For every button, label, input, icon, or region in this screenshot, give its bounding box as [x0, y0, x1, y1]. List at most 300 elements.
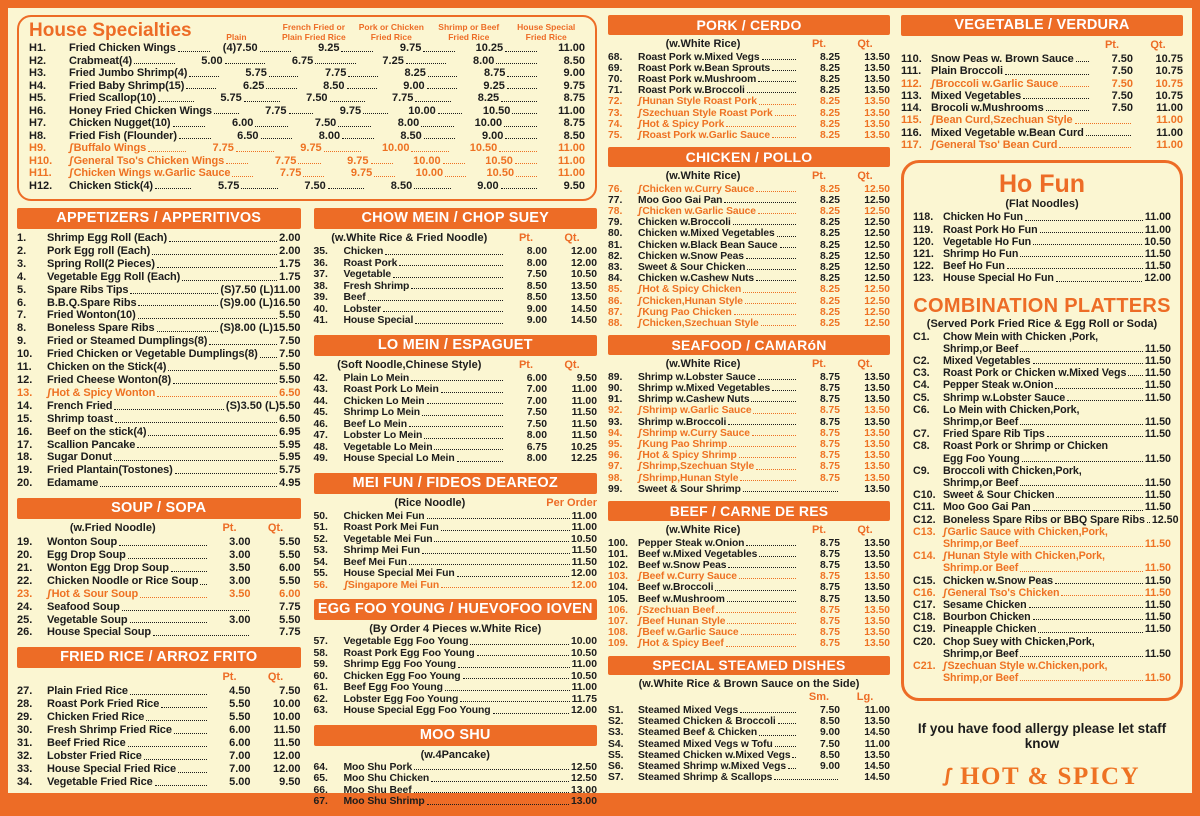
house-price-column-header	[198, 33, 275, 43]
menu-item	[608, 582, 890, 593]
item-price-quart: 13.50	[864, 450, 890, 462]
item-name: ʃKung Pao Shrimp	[637, 438, 728, 451]
item-price: 1.75	[279, 270, 301, 283]
allergy-note: If you have food allergy please let staff know	[917, 721, 1167, 752]
item-name: Chicken w.Snow Peas	[943, 574, 1053, 587]
item-price: 12.00	[570, 705, 597, 716]
section-title: PORK / CERDO	[608, 15, 890, 35]
item-price: 11.50	[1144, 586, 1171, 599]
dotted-leader	[1005, 74, 1089, 75]
item-price-quart: 10.75	[1155, 65, 1183, 78]
item-price: 5.95	[279, 438, 301, 451]
item-number: 120.	[913, 235, 934, 248]
item-number: 24.	[17, 600, 33, 613]
item-price-pint: 8.00	[526, 246, 547, 257]
item-price-quart: 13.50	[864, 638, 890, 650]
dotted-leader	[200, 584, 206, 585]
dotted-leader	[431, 781, 569, 782]
hot-spicy-icon: ʃ	[942, 659, 948, 673]
item-price-quart: 12.00	[570, 257, 597, 269]
menu-item	[608, 296, 890, 307]
item-number: 77.	[608, 194, 623, 206]
item-price: 8.50	[323, 79, 345, 92]
item-name: Chicken Egg Foo Young	[343, 670, 461, 682]
dotted-leader	[1020, 485, 1143, 486]
dotted-leader	[114, 409, 223, 410]
dotted-leader	[226, 163, 248, 164]
dotted-leader	[406, 63, 447, 64]
menu-item	[913, 489, 1171, 501]
item-price: 9.50	[563, 179, 586, 192]
item-price-pint: 8.75	[819, 571, 840, 583]
dotted-leader	[428, 76, 458, 77]
item-number: 88.	[608, 318, 623, 330]
item-name: ʃSzechuan Style Roast Pork	[637, 107, 773, 119]
item-number: 20.	[17, 549, 33, 562]
item-name: ʃChicken,Hunan Style	[637, 295, 743, 307]
menu-item-row	[29, 180, 585, 193]
section-moo-shu	[314, 725, 598, 808]
dotted-leader	[261, 138, 293, 139]
dotted-leader	[733, 224, 796, 225]
menu-item-row	[314, 534, 598, 546]
menu-item	[913, 224, 1171, 236]
menu-item	[17, 361, 301, 374]
dotted-leader	[1147, 522, 1150, 523]
item-price-pint: 3.00	[229, 613, 251, 626]
item-price: 10.50	[1144, 235, 1171, 248]
item-name: ʃGarlic Sauce with Chicken,Pork,	[942, 525, 1108, 539]
item-price: 11.50	[1144, 477, 1171, 490]
item-price: 5.75	[245, 67, 267, 79]
item-price-pint: 8.75	[819, 615, 840, 627]
item-name: Shrimp w.Lobster Sauce	[943, 391, 1066, 404]
section-seafood	[608, 335, 890, 495]
menu-item	[901, 65, 1183, 77]
item-price: 10.00	[413, 154, 441, 167]
item-name: Beef Ho Fun	[943, 260, 1005, 273]
menu-item-row	[314, 396, 598, 408]
menu-item-row	[608, 251, 890, 262]
item-price-pint: 8.75	[819, 438, 840, 450]
item-number: S6.	[608, 761, 624, 773]
item-price: 11.50	[571, 556, 597, 568]
menu-item-row	[314, 258, 598, 270]
menu-item	[314, 373, 598, 385]
menu-item	[608, 108, 890, 119]
item-price-pint: 8.75	[819, 461, 840, 473]
ho-fun-combination-box	[901, 160, 1183, 701]
item-number: 43.	[313, 384, 328, 395]
item-price-quart: 10.75	[1155, 77, 1183, 90]
item-price-pint: 3.00	[229, 549, 251, 562]
menu-item	[17, 348, 301, 361]
menu-item-row	[608, 372, 890, 383]
item-price-pint: 8.75	[819, 405, 840, 417]
item-number: S4.	[608, 738, 624, 750]
hot-spicy-icon: ʃ	[637, 118, 643, 130]
menu-item-row	[913, 562, 1171, 574]
item-number: 99.	[608, 483, 623, 495]
item-price: 11.50	[1144, 391, 1171, 404]
menu-item-row	[913, 367, 1171, 379]
dotted-leader	[414, 188, 450, 189]
item-price: 2.00	[279, 244, 301, 257]
item-number: 118.	[913, 211, 934, 224]
item-name: Pineapple Chicken	[943, 623, 1037, 636]
item-price-quart: 11.00	[864, 705, 890, 717]
menu-item-row	[913, 611, 1171, 623]
dotted-leader	[134, 63, 175, 64]
menu-item-row	[314, 659, 598, 671]
item-number: C4.	[913, 379, 930, 392]
menu-item	[314, 785, 598, 797]
dotted-leader	[130, 694, 207, 695]
menu-item	[314, 557, 598, 569]
item-name: House Special Egg Foo Young	[343, 705, 491, 716]
section-vegetable	[901, 15, 1183, 151]
dotted-leader	[515, 163, 537, 164]
menu-item	[608, 638, 890, 649]
menu-item-row	[314, 682, 598, 694]
item-name: ʃRoast Pork w.Garlic Sauce	[637, 129, 770, 142]
item-name: Shrimp.or Beef	[943, 562, 1019, 575]
item-price: 10.50	[485, 154, 513, 167]
menu-item	[608, 240, 890, 251]
item-number: 57.	[313, 636, 328, 647]
menu-item-row	[913, 538, 1171, 550]
menu-item-row	[608, 605, 890, 616]
menu-item	[17, 562, 301, 575]
dotted-leader	[1067, 400, 1143, 401]
item-price-quart: 12.00	[272, 749, 301, 762]
dotted-leader	[148, 435, 277, 436]
item-name: Mixed Vegetables	[943, 355, 1031, 367]
dotted-leader	[189, 76, 219, 77]
item-name: Chicken w.Broccoli	[638, 217, 731, 229]
menu-item-row	[17, 601, 301, 614]
item-name: Boneless Spare Ribs or BBQ Spare Ribs	[943, 513, 1145, 526]
section-lo-mein	[314, 335, 598, 465]
item-price: 5.95	[279, 451, 301, 464]
item-price-pint: 8.25	[819, 118, 840, 130]
item-number: 115.	[901, 114, 922, 127]
item-price: 11.00	[558, 142, 586, 154]
item-name: Chicken Noodle or Rice Soup	[47, 574, 199, 587]
menu-item-row	[29, 67, 585, 80]
item-name: Beef Fried Rice	[47, 737, 126, 749]
menu-item-row	[17, 387, 301, 400]
menu-item	[314, 636, 598, 648]
dotted-leader	[157, 267, 277, 268]
dotted-leader	[1020, 546, 1143, 547]
pint-label: Pt.	[811, 523, 827, 536]
dotted-leader	[724, 202, 796, 203]
item-price-quart: 13.50	[864, 593, 890, 605]
item-name: Shrimp,or Beef	[943, 672, 1019, 685]
section-title: SPECIAL STEAMED DISHES	[608, 656, 890, 676]
item-number: 28.	[17, 698, 33, 711]
menu-item	[314, 269, 598, 281]
item-number: 79.	[608, 217, 623, 229]
item-name: Shrimp Egg Foo Young	[343, 659, 456, 670]
price-column-labels	[608, 524, 890, 536]
item-number: 54.	[313, 556, 328, 568]
item-price: 11.50	[571, 545, 597, 556]
menu-item	[608, 273, 890, 284]
item-number: C6.	[913, 403, 930, 416]
header-line-2: Fried Rice	[448, 31, 490, 42]
quart-label: Lg.	[856, 691, 874, 704]
hot-spicy-icon: ʃ	[637, 96, 643, 108]
menu-item	[608, 484, 890, 495]
menu-item-row	[608, 296, 890, 307]
item-name: Fresh Shrimp Fried Rice	[47, 724, 172, 737]
item-number: 55.	[313, 568, 328, 579]
section-title: MOO SHU	[314, 725, 598, 746]
item-price: 5.00	[201, 54, 223, 67]
item-price-pint: 8.25	[819, 295, 840, 307]
item-price-quart: 9.50	[576, 372, 597, 384]
dotted-leader	[1047, 436, 1143, 437]
item-price: 4.95	[279, 477, 301, 490]
menu-item-row	[17, 361, 301, 374]
item-number: C18.	[913, 611, 936, 624]
item-number: 32.	[17, 749, 33, 762]
item-price: 10.00	[381, 142, 410, 154]
menu-item	[314, 545, 598, 557]
item-price: 10.50	[486, 167, 515, 179]
vegetable-section-holder	[901, 15, 1183, 151]
dotted-leader	[772, 70, 796, 71]
item-price: 11.50	[1144, 452, 1171, 465]
hot-spicy-icon: ʃ	[637, 626, 643, 639]
dotted-leader	[414, 769, 569, 770]
item-number: 44.	[313, 395, 328, 407]
item-price: 7.75	[279, 167, 302, 179]
item-name: Vegetable Egg Foo Young	[343, 636, 469, 647]
menu-item-row	[29, 92, 585, 105]
menu-item-row	[29, 155, 585, 168]
item-name: Chicken Nugget(10)	[69, 117, 171, 129]
menu-item	[608, 772, 890, 783]
item-price-pint: 8.25	[819, 262, 840, 274]
dotted-leader	[759, 104, 796, 105]
item-price: 11.50	[1144, 623, 1171, 636]
dotted-leader	[775, 115, 796, 116]
menu-item-row	[608, 538, 890, 549]
menu-item	[314, 648, 598, 660]
dotted-leader	[155, 188, 191, 189]
dotted-leader	[427, 403, 503, 404]
item-price-pint: 9.00	[819, 761, 840, 773]
item-name: Steamed Mixed Vegs w Tofu	[638, 738, 773, 750]
menu-item	[17, 322, 301, 335]
menu-item	[913, 355, 1171, 367]
item-number: H1.	[29, 42, 47, 54]
menu-item	[608, 206, 890, 217]
dotted-leader	[168, 370, 277, 371]
dotted-leader	[715, 590, 796, 591]
dotted-leader	[338, 126, 371, 127]
item-price-quart: 7.50	[279, 685, 301, 698]
menu-item-row	[314, 453, 598, 465]
item-name: Roast Pork Ho Fun	[943, 223, 1038, 236]
dotted-leader	[363, 113, 388, 114]
dotted-leader	[507, 76, 537, 77]
menu-item	[17, 601, 301, 614]
menu-item	[913, 248, 1171, 260]
item-name: Lo Mein with Chicken,Pork,	[943, 403, 1080, 416]
item-price: 6.00	[231, 117, 254, 129]
item-price: 13.00	[570, 784, 597, 796]
dotted-leader	[441, 392, 503, 393]
menu-item	[913, 623, 1171, 635]
menu-item	[17, 477, 301, 490]
item-name: Fried Plantain(Tostones)	[47, 464, 173, 477]
dotted-leader	[727, 623, 796, 624]
item-name: Fried Wonton(10)	[47, 309, 136, 322]
item-name: Fried Fish (Flounder)	[69, 129, 177, 142]
menu-item-row	[314, 785, 598, 797]
dotted-leader	[347, 88, 377, 89]
menu-item-row	[608, 484, 890, 495]
menu-item	[608, 383, 890, 394]
hot-spicy-icon: ʃ	[46, 386, 52, 400]
item-number: 62.	[313, 693, 328, 705]
menu-item	[608, 549, 890, 560]
dotted-leader	[1025, 220, 1143, 221]
item-name: House Special	[343, 315, 414, 326]
item-price-pint: 9.00	[819, 727, 840, 739]
item-name: Chicken w.Black Bean Sauce	[638, 239, 778, 251]
item-name: Shrimp Ho Fun	[943, 247, 1019, 260]
item-number: 21.	[17, 561, 33, 574]
item-price: 12.00	[1144, 272, 1171, 285]
item-price-quart: 6.00	[279, 587, 301, 600]
item-name: Vegetable Egg Roll (Each)	[47, 270, 181, 283]
item-name: ʃHot & Spicy Pork	[637, 118, 725, 130]
menu-item-row	[901, 127, 1183, 139]
hot-spicy-icon: ʃ	[637, 205, 643, 218]
pint-label: Pt.	[811, 169, 827, 182]
item-name: Fresh Shrimp	[343, 280, 410, 292]
item-name: Sweet & Sour Chicken	[638, 262, 746, 274]
item-price-quart: 13.50	[864, 394, 890, 406]
item-name: Spare Ribs Tips	[47, 283, 129, 296]
dotted-leader	[1055, 583, 1143, 584]
item-name: ʃGeneral Tso' Bean Curd	[930, 138, 1058, 152]
item-price: 2.00	[279, 232, 301, 244]
header-line-1: French Fried or	[282, 22, 345, 32]
menu-item	[913, 392, 1171, 404]
menu-item-row	[608, 52, 890, 63]
menu-item-row	[29, 117, 585, 130]
house-price-column-header	[275, 23, 352, 42]
item-name: Chicken	[343, 246, 384, 257]
menu-item	[17, 374, 301, 387]
dotted-leader	[747, 269, 796, 270]
menu-item-row	[913, 355, 1171, 367]
item-price-pint: 8.75	[819, 582, 840, 594]
item-number: C10.	[913, 489, 936, 502]
dotted-leader	[155, 785, 207, 786]
menu-item-row	[608, 716, 890, 727]
menu-item-row	[17, 776, 301, 789]
menu-item-row	[17, 536, 301, 549]
menu-item	[314, 671, 598, 683]
menu-item-row	[608, 96, 890, 107]
item-name: Brocoli w.Mushrooms	[931, 102, 1044, 115]
hot-spicy-icon: ʃ	[930, 114, 936, 127]
menu-item	[608, 594, 890, 605]
item-price: (S)3.50 (L)5.50	[225, 399, 301, 412]
dotted-leader	[157, 331, 218, 332]
item-name: Mixed Vegetable w.Bean Curd	[931, 126, 1084, 139]
dotted-leader	[411, 288, 503, 289]
column-4	[901, 15, 1183, 791]
menu-item-row	[913, 428, 1171, 440]
item-name: Fried Chicken Wings	[69, 42, 176, 54]
menu-item	[17, 549, 301, 562]
menu-item-row	[314, 648, 598, 660]
dotted-leader	[780, 247, 796, 248]
item-name: French Fried	[47, 399, 113, 412]
menu-item-row	[314, 511, 598, 523]
dotted-leader	[232, 176, 253, 177]
item-price-quart: 13.50	[864, 582, 890, 594]
item-price-quart: 12.50	[864, 194, 890, 206]
menu-item-row	[17, 426, 301, 439]
item-number: 13.	[17, 386, 33, 399]
item-price-quart: 11.00	[864, 738, 890, 750]
menu-item	[314, 292, 598, 304]
item-price-quart: 13.50	[864, 62, 890, 74]
menu-item-row	[314, 384, 598, 396]
item-price-pint: 8.00	[526, 257, 547, 269]
item-price: 10.00	[408, 104, 436, 117]
item-number: 81.	[608, 239, 623, 251]
item-number: 64.	[313, 761, 328, 773]
item-price-pint: 8.75	[819, 604, 840, 616]
item-price-quart: 12.50	[864, 239, 890, 251]
item-price: 7.50	[304, 179, 326, 192]
hot-spicy-icon: ʃ	[68, 141, 74, 155]
item-price-pint: 8.25	[819, 194, 840, 206]
item-name: ʃSingapore Mei Fun	[342, 579, 440, 591]
item-name: Egg Drop Soup	[47, 549, 126, 562]
item-price-pint: 8.75	[819, 472, 840, 484]
dotted-leader	[741, 634, 796, 635]
item-name: ʃHot & Spicy Wonton	[46, 386, 156, 400]
menu-item	[608, 428, 890, 439]
menu-item	[608, 761, 890, 772]
item-price: 6.50	[279, 412, 301, 425]
menu-item	[608, 251, 890, 262]
item-name: Steamed Mixed Vegs	[638, 705, 739, 717]
item-price: 9.75	[339, 104, 362, 117]
menu-item	[901, 114, 1183, 126]
item-name: Roast Pork or Chicken w.Mixed Vegs	[943, 367, 1127, 380]
item-number: 94.	[608, 427, 623, 439]
menu-item-row	[901, 90, 1183, 102]
house-specialties-items	[29, 42, 585, 192]
menu-item	[314, 396, 598, 408]
item-number: 52.	[313, 533, 328, 545]
pint-label: Sm.	[808, 691, 830, 704]
section-subtitle: (Rice Noodle)	[394, 496, 466, 509]
menu-item	[314, 682, 598, 694]
